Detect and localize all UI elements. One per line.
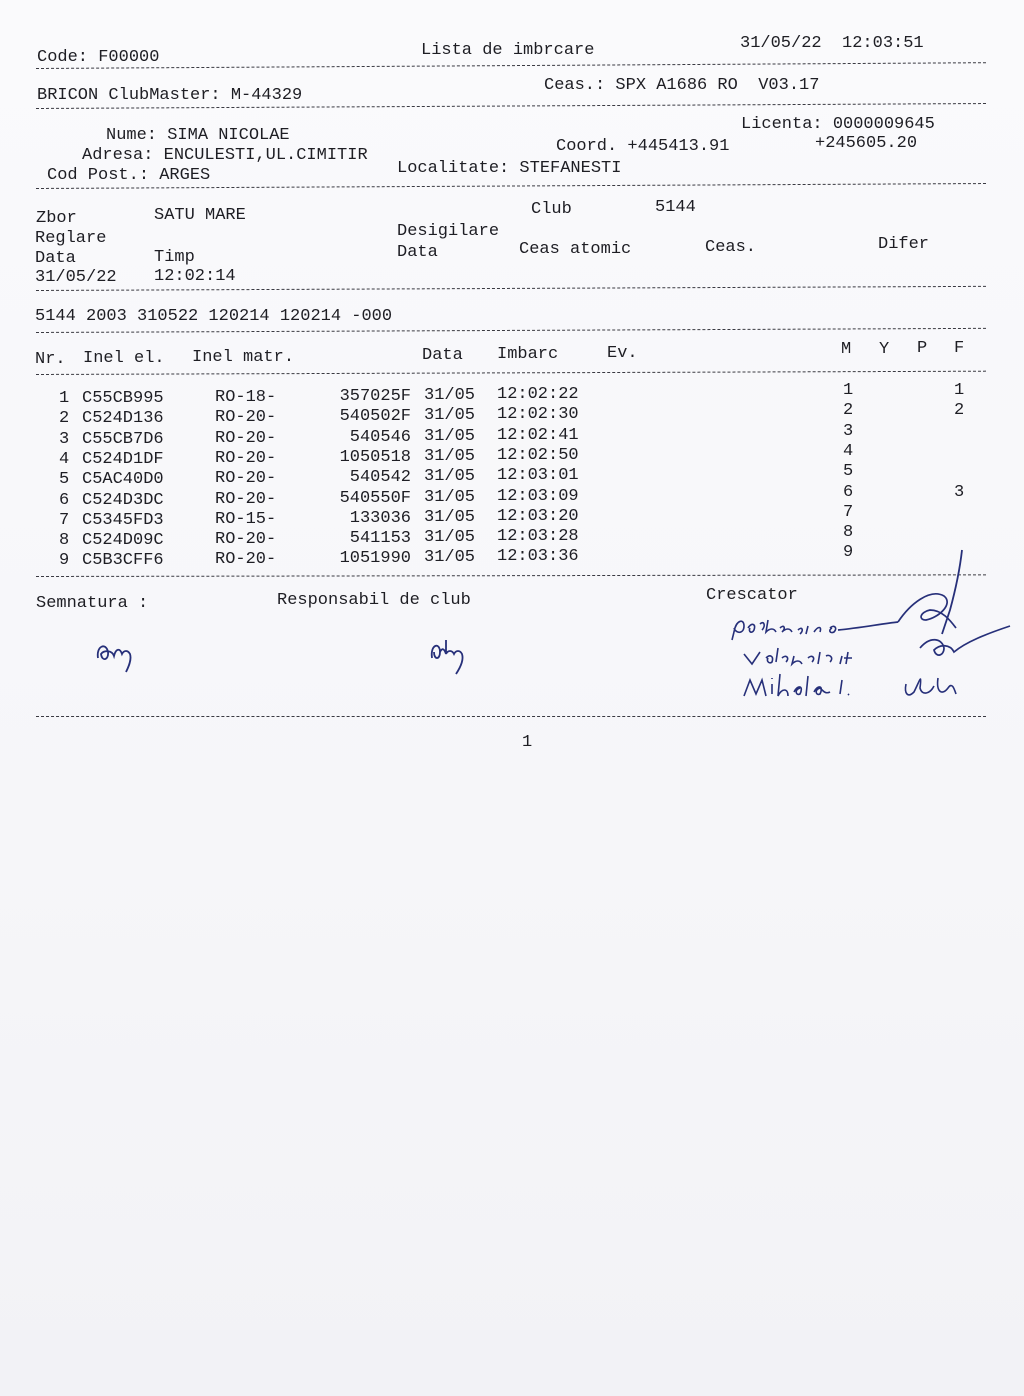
position-m: 6 (843, 482, 854, 502)
col-data: Data (422, 346, 463, 365)
ring-electronic: C5B3CFF6 (82, 551, 164, 571)
ring-number: 540546 (349, 427, 411, 447)
data-label-2: Data (397, 243, 438, 262)
ring-number: 541153 (349, 529, 411, 549)
club-responsible-label: Responsabil de club (277, 591, 471, 610)
arrival-time: 12:03:28 (497, 527, 579, 547)
row-number: 8 (59, 531, 70, 551)
col-inel-el: Inel el. (83, 349, 165, 368)
ring-prefix: RO-15- (215, 509, 277, 529)
arrival-time: 12:02:50 (497, 445, 579, 465)
ring-number: 540550F (339, 488, 411, 508)
col-imbarc: Imbarc (497, 345, 559, 364)
document-title: Lista de imbrcare (421, 41, 595, 60)
arrival-date: 31/05 (424, 528, 476, 548)
position-f: 3 (954, 482, 965, 502)
ring-prefix: RO-20- (215, 408, 277, 428)
arrival-time: 12:02:41 (497, 425, 579, 445)
position-m: 4 (843, 441, 854, 461)
locality: Localitate: STEFANESTI (397, 159, 622, 178)
desigilare-label: Desigilare (397, 222, 500, 241)
ring-electronic: C5345FD3 (82, 510, 164, 530)
reglare-time: 12:02:14 (154, 267, 236, 286)
divider (36, 62, 986, 69)
col-f: F (954, 339, 965, 358)
position-m: 2 (843, 401, 854, 421)
divider (36, 328, 986, 333)
breeder-label: Crescator (706, 586, 798, 605)
arrival-time: 12:03:09 (497, 486, 579, 506)
ring-prefix: RO-20- (215, 530, 277, 550)
page-number: 1 (522, 733, 533, 752)
arrival-date: 31/05 (424, 386, 476, 405)
col-ev: Ev. (607, 344, 638, 363)
owner-address: Adresa: ENCULESTI,UL.CIMITIR (82, 146, 368, 165)
signature-label: Semnatura : (36, 594, 149, 613)
row-number: 5 (59, 470, 70, 490)
clock-label: Ceas. (705, 238, 757, 257)
position-m: 8 (843, 523, 854, 543)
ring-number: 133036 (349, 508, 411, 528)
col-p: P (917, 339, 928, 358)
arrival-time: 12:03:36 (497, 547, 579, 567)
club-label: Club (531, 200, 572, 219)
position-f: 2 (954, 401, 965, 421)
row-number: 7 (59, 510, 70, 530)
ring-prefix: RO-20- (215, 469, 277, 489)
difference-label: Difer (878, 235, 930, 254)
ring-number: 357025F (339, 387, 411, 406)
position-m: 3 (843, 421, 854, 441)
licence-number: Licenta: 0000009645 (741, 115, 935, 134)
arrival-time: 12:03:01 (497, 466, 579, 486)
coordinates-lon: +245605.20 (815, 134, 918, 153)
row-number: 3 (59, 429, 70, 449)
arrival-date: 31/05 (424, 446, 476, 466)
position-m: 5 (843, 462, 854, 482)
reglare-label: Reglare (35, 229, 107, 248)
ring-electronic: C5AC40D0 (82, 470, 164, 490)
col-y: Y (879, 340, 890, 359)
ring-electronic: C524D136 (82, 409, 164, 429)
code-label: Code: F00000 (37, 48, 160, 67)
ring-number: 540502F (339, 407, 411, 427)
col-nr: Nr. (35, 350, 66, 369)
divider (36, 716, 986, 717)
ring-electronic: C55CB7D6 (82, 429, 164, 449)
arrival-date: 31/05 (424, 548, 476, 568)
breeder-signatures (730, 548, 1020, 708)
signature-2 (426, 634, 476, 678)
clock-id: Ceas.: SPX A1686 RO V03.17 (544, 76, 820, 95)
row-number: 6 (59, 490, 70, 510)
col-inel-matr: Inel matr. (192, 348, 295, 367)
owner-name: Nume: SIMA NICOLAE (106, 126, 290, 145)
arrival-time: 12:02:22 (497, 385, 579, 404)
ring-prefix: RO-20- (215, 489, 277, 509)
club-number: 5144 (655, 198, 696, 217)
arrival-time: 12:03:20 (497, 506, 579, 526)
ring-prefix: RO-18- (215, 388, 277, 407)
position-m: 1 (843, 381, 854, 400)
arrival-date: 31/05 (424, 426, 476, 446)
ring-electronic: C524D09C (82, 531, 164, 551)
ring-prefix: RO-20- (215, 428, 277, 448)
row-number: 2 (59, 409, 70, 429)
position-f: 1 (954, 381, 965, 400)
arrival-time: 12:02:30 (497, 405, 579, 425)
arrival-date: 31/05 (424, 406, 476, 426)
print-datetime: 31/05/22 12:03:51 (740, 34, 924, 53)
row-number: 1 (59, 389, 70, 408)
ring-prefix: RO-20- (215, 448, 277, 468)
ring-number: 540542 (349, 468, 411, 488)
atomic-clock-label: Ceas atomic (519, 240, 632, 259)
row-number: 9 (59, 551, 70, 571)
flight-location: SATU MARE (154, 206, 246, 225)
ring-electronic: C524D3DC (82, 490, 164, 510)
arrival-date: 31/05 (424, 467, 476, 487)
ring-electronic: C55CB995 (82, 389, 164, 408)
position-m: 7 (843, 502, 854, 522)
ring-number: 1051990 (339, 549, 411, 569)
code-line: 5144 2003 310522 120214 120214 -000 (35, 307, 393, 326)
arrival-date: 31/05 (424, 487, 476, 507)
coordinates-lat: Coord. +445413.91 (556, 137, 730, 156)
postal-code: Cod Post.: ARGES (47, 166, 211, 185)
ring-prefix: RO-20- (215, 550, 277, 570)
flight-label: Zbor (36, 209, 77, 228)
reglare-date: 31/05/22 (35, 268, 117, 287)
clubmaster-id: BRICON ClubMaster: M-44329 (37, 86, 303, 105)
ring-electronic: C524D1DF (82, 449, 164, 469)
position-m: 9 (843, 543, 854, 563)
data-label: Data (35, 249, 76, 268)
row-number: 4 (59, 449, 70, 469)
ring-number: 1050518 (339, 447, 411, 467)
arrival-date: 31/05 (424, 507, 476, 527)
timp-label: Timp (154, 248, 195, 267)
col-m: M (841, 340, 852, 359)
divider (36, 371, 986, 375)
signature-1 (92, 636, 142, 676)
